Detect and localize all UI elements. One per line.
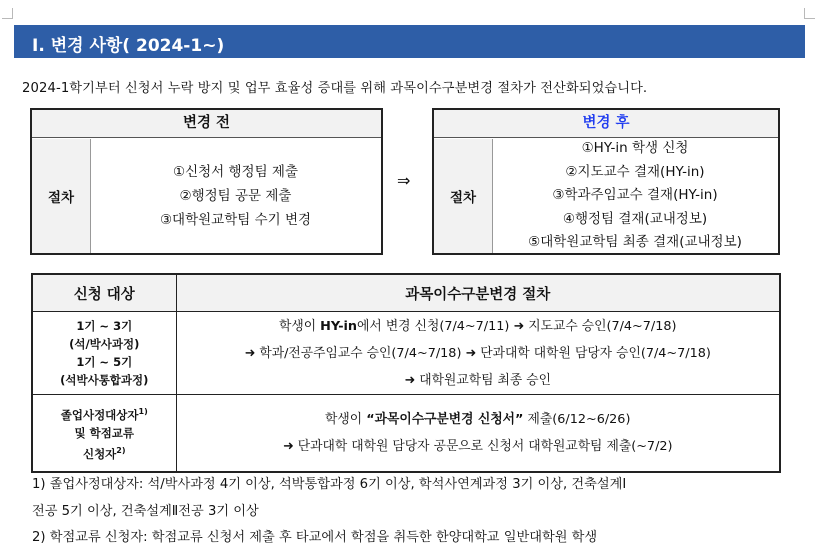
after-step: ④행정팀 결재(교내정보) <box>562 210 708 227</box>
row1-target <box>32 312 176 395</box>
row2-line1-post: 제출(6/12~6/26) <box>523 412 631 427</box>
row2-target-line <box>33 442 176 463</box>
row1-line1 <box>177 313 780 340</box>
table-row <box>32 395 780 473</box>
before-steps <box>90 139 381 253</box>
intro-text: 2024-1학기부터 신청서 누락 방지 및 업무 효율성 증대를 위해 과목이수구분변경 절차가 전산화되었습니다. <box>22 81 648 96</box>
after-steps <box>492 139 778 253</box>
row2-line1-pre: 학생이 <box>325 412 367 427</box>
row2-line1 <box>177 406 780 433</box>
footnote-ref: 1) <box>138 407 148 417</box>
header-target: 신청 대상 <box>32 274 176 312</box>
row1-line2: ➜ 학과/전공주임교수 승인(7/4~7/18) ➜ 단과대학 대학원 담당자 승인(7/4~7/18) <box>244 345 711 361</box>
footnote-line: 2) 학점교류 신청자: 학점교류 신청서 제출 후 타교에서 학점을 취득한 한양대학교 일반대학원 학생 <box>32 530 598 545</box>
row1-target-line: (석/박사과정) <box>69 337 140 351</box>
after-step: ①HY-in 학생 신청 <box>581 140 689 157</box>
section-title: Ⅰ. 변경 사항( 2024-1~) <box>32 36 225 56</box>
procedure-table <box>31 273 781 473</box>
row2-target-line <box>33 403 176 424</box>
row1-line3: ➜ 대학원교학팀 최종 승인 <box>404 372 552 388</box>
before-box-body <box>32 139 381 253</box>
after-step: ⑤대학원교학팀 최종 결재(교내정보) <box>528 234 742 251</box>
page-corner-mark-left <box>2 8 13 19</box>
footnote-line: 1) 졸업사정대상자: 석/박사과정 4기 이상, 석박통합과정 6기 이상, 학석사연계과정 3기 이상, 건축설계Ⅰ <box>32 477 627 492</box>
after-box <box>432 108 780 255</box>
after-step: ③학과주임교수 결재(HY-in) <box>552 187 718 204</box>
section-banner <box>14 25 805 58</box>
before-step: ②행정팀 공문 제출 <box>179 188 292 204</box>
right-double-arrow-icon: ⇒ <box>397 171 411 190</box>
after-step: ②지도교수 결재(HY-in) <box>565 163 705 180</box>
row2-target-line: 및 학점교류 <box>74 426 135 440</box>
footnote-ref: 2) <box>116 446 126 455</box>
row1-target-line: 1기 ~ 3기 <box>76 319 133 333</box>
footnotes <box>32 472 626 552</box>
table-row <box>32 312 780 395</box>
row1-target-line: (석박사통합과정) <box>60 373 149 387</box>
row1-line1-post: 에서 변경 신청(7/4~7/11) ➜ 지도교수 승인(7/4~7/18) <box>357 318 677 334</box>
row2-target-text: 졸업사정대상자 <box>60 408 139 422</box>
row1-line1-bold: HY-in <box>320 318 358 334</box>
row2-line1-bold: “과목이수구분변경 신청서” <box>366 412 524 427</box>
page-corner-mark-right <box>804 8 815 19</box>
after-label: 절차 <box>434 139 493 253</box>
footnote-line: 전공 5기 이상, 건축설계Ⅱ전공 3기 이상 <box>32 503 259 519</box>
row2-target <box>32 395 176 473</box>
before-box <box>30 108 383 255</box>
before-box-title: 변경 전 <box>32 110 381 138</box>
after-box-title: 변경 후 <box>434 110 778 138</box>
before-step: ①신청서 행정팀 제출 <box>172 164 298 180</box>
row2-line2: ➜ 단과대학 대학원 담당자 공문으로 신청서 대학원교학팀 제출(~7/2) <box>282 439 673 454</box>
row2-target-text: 신청자 <box>82 446 117 461</box>
table-header-row <box>32 274 780 312</box>
row2-procedure <box>176 395 780 473</box>
after-box-body <box>434 139 778 253</box>
row1-procedure <box>176 312 780 395</box>
header-procedure: 과목이수구분변경 절차 <box>176 274 780 312</box>
row1-target-line: 1기 ~ 5기 <box>76 355 133 369</box>
before-step: ③대학원교학팀 수기 변경 <box>159 212 312 228</box>
before-label: 절차 <box>32 139 91 253</box>
row1-line1-pre: 학생이 <box>278 318 321 334</box>
